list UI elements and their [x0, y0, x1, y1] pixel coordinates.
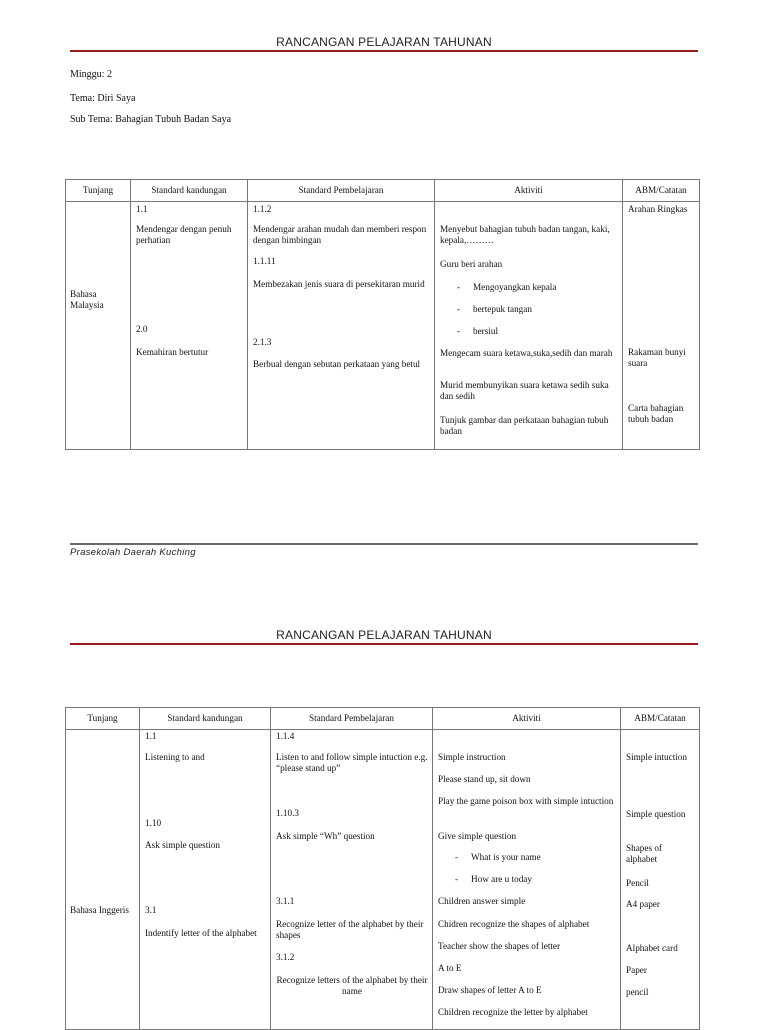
activity-text: Mengecam suara ketawa,suka,sedih dan marah [440, 348, 613, 358]
abm-text: A4 paper [626, 899, 660, 909]
sk-text: Indentify letter of the alphabet [145, 928, 257, 938]
activity-bullet: - bertepuk tangan [457, 304, 618, 315]
sp-text: Ask simple “Wh” question [276, 831, 375, 841]
sp-code: 3.1.1 [276, 896, 295, 906]
col-header-abm-catatan: ABM/Catatan [621, 708, 700, 730]
col-header-standard-pembelajaran: Standard Pembelajaran [248, 180, 435, 202]
activity-bullet: - How are u today [455, 874, 616, 885]
abm-text: Shapes of alphabet [626, 843, 662, 865]
table-header-row [66, 180, 700, 202]
tunjang-cell: Bahasa Inggeris [70, 905, 129, 915]
sp-code: 1.10.3 [276, 808, 299, 818]
sp-text: Berbual dengan sebutan perkataan yang betul [253, 359, 421, 369]
page-title: RANCANGAN PELAJARAN TAHUNAN [276, 628, 492, 642]
abm-text: Simple intuction [626, 752, 687, 762]
sp-text: Recognize letters of the alphabet by their name [276, 975, 428, 997]
sk-code: 1.1 [136, 204, 148, 214]
activity-text: Children answer simple [438, 896, 526, 906]
page-title: RANCANGAN PELAJARAN TAHUNAN [276, 35, 492, 49]
col-header-aktiviti: Aktiviti [435, 180, 623, 202]
activity-text: Give simple question [438, 831, 517, 841]
col-header-aktiviti: Aktiviti [433, 708, 621, 730]
sk-text: Ask simple question [145, 840, 221, 850]
sp-code: 3.1.2 [276, 952, 295, 962]
abm-text: Carta bahagian tubuh badan [628, 403, 684, 425]
sp-code: 1.1.11 [253, 256, 276, 266]
sk-code: 3.1 [145, 905, 157, 915]
col-header-standard-pembelajaran: Standard Pembelajaran [271, 708, 433, 730]
abm-text: Pencil [626, 878, 649, 888]
activity-text: Play the game poison box with simple intuction [438, 796, 614, 806]
col-header-standard-kandungan: Standard kandungan [131, 180, 248, 202]
activity-text: A to E [438, 963, 462, 973]
activity-text: Tunjuk gambar dan perkataan bahagian tubuh badan [440, 415, 609, 437]
footer-text: Prasekolah Daerah Kuching [70, 547, 196, 558]
activity-bullet: - What is your name [455, 852, 616, 863]
activity-text: Draw shapes of letter A to E [438, 985, 542, 995]
sk-text: Mendengar dengan penuh perhatian [136, 224, 232, 246]
activity-text: Menyebut bahagian tubuh badan tangan, kaki, kepala,……… [440, 224, 610, 246]
sk-text: Listening to and [145, 752, 205, 762]
activity-bullet: - bersiul [457, 326, 618, 337]
lesson-plan-table-1 [65, 179, 700, 450]
activity-text: Simple instruction [438, 752, 506, 762]
sk-text: Kemahiran bertutur [136, 347, 209, 357]
activity-text: Murid membunyikan suara ketawa sedih suka dan sedih [440, 380, 609, 402]
lesson-plan-table-2 [65, 707, 700, 1030]
table-header-row [66, 708, 700, 730]
activity-text: Children recognize the letter by alphabet [438, 1007, 588, 1017]
footer-rule [70, 543, 698, 545]
abm-text: Arahan Ringkas [628, 204, 688, 214]
meta-sub-tema: Sub Tema: Bahagian Tubuh Badan Saya [70, 114, 232, 125]
sp-text: Listen to and follow simple intuction e.g. “please stand up” [276, 752, 428, 774]
sk-code: 1.10 [145, 818, 162, 828]
table-row [66, 730, 700, 1030]
header-rule [70, 50, 698, 52]
abm-text: Rakaman bunyi suara [628, 347, 686, 369]
sp-code: 1.1.2 [253, 204, 272, 214]
sp-code: 2.1.3 [253, 337, 272, 347]
activity-text: Please stand up, sit down [438, 774, 531, 784]
abm-text: Simple question [626, 809, 686, 819]
header-rule [70, 643, 698, 645]
sp-text: Membezakan jenis suara di persekitaran murid [253, 279, 425, 289]
activity-text: Teacher show the shapes of letter [438, 941, 561, 951]
meta-minggu: Minggu: 2 [70, 69, 112, 80]
col-header-tunjang: Tunjang [66, 708, 140, 730]
sk-code: 1.1 [145, 731, 157, 741]
tunjang-cell: Bahasa Malaysia [70, 289, 104, 311]
col-header-standard-kandungan: Standard kandungan [140, 708, 271, 730]
col-header-tunjang: Tunjang [66, 180, 131, 202]
abm-text: Alphabet card [626, 943, 678, 953]
activity-bullet: - Mengoyangkan kepala [457, 282, 618, 293]
sp-text: Recognize letter of the alphabet by their shapes [276, 919, 424, 941]
table-row [66, 202, 700, 450]
sk-code: 2.0 [136, 324, 148, 334]
activity-text: Chidren recognize the shapes of alphabet [438, 919, 590, 929]
sp-text: Mendengar arahan mudah dan memberi respon dengan bimbingan [253, 224, 427, 246]
col-header-abm-catatan: ABM/Catatan [623, 180, 700, 202]
abm-text: Paper [626, 965, 647, 975]
meta-tema: Tema: Diri Saya [70, 93, 136, 104]
sp-code: 1.1.4 [276, 731, 295, 741]
activity-text: Guru beri arahan [440, 259, 503, 269]
abm-text: pencil [626, 987, 649, 997]
